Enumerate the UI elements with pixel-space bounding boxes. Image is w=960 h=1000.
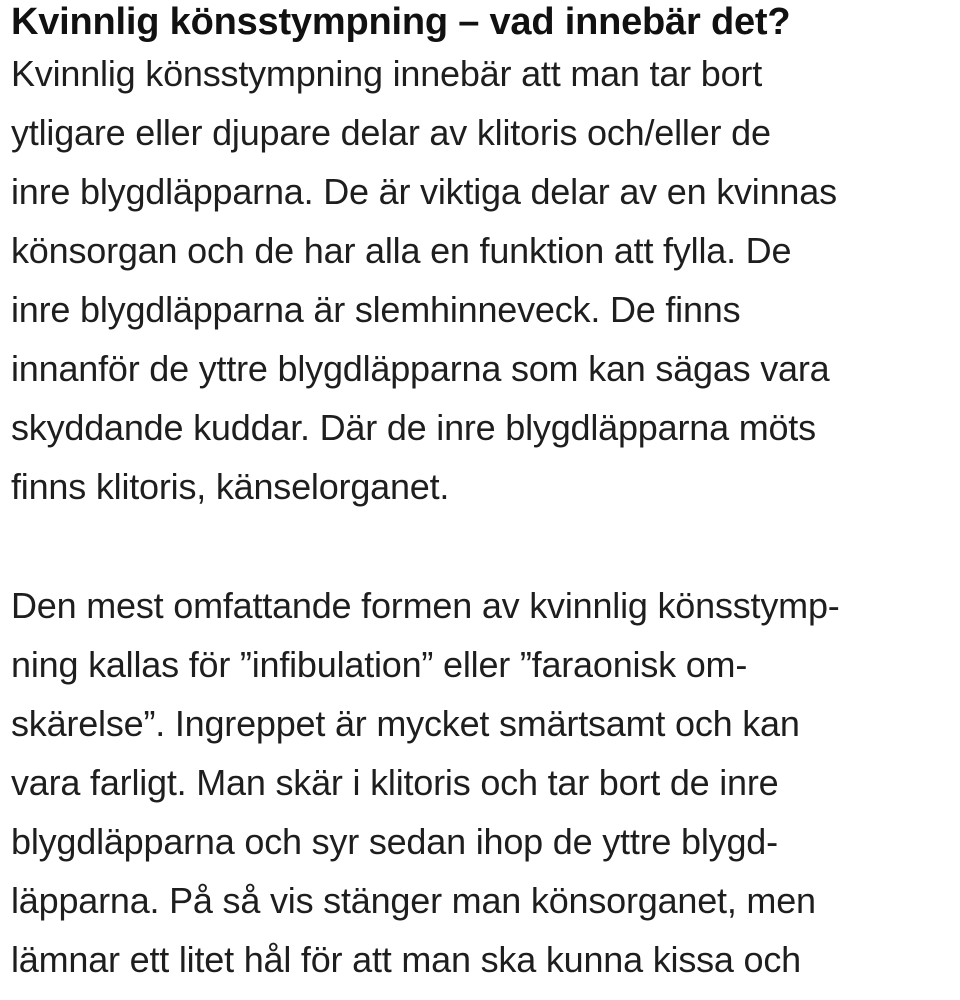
paragraph-2 [11,576,951,989]
paragraph-1-line: innanför de yttre blygdläpparna som kan sägas vara [11,348,830,389]
paragraph-1-line: finns klitoris, känselorganet. [11,466,450,507]
paragraph-1-line: skyddande kuddar. Där de inre blygdläpparna möts [11,407,816,448]
paragraph-2-line: skärelse”. Ingreppet är mycket smärtsamt och kan [11,703,800,744]
paragraph-1-line: inre blygdläpparna är slemhinneveck. De finns [11,289,741,330]
paragraph-1-line: ytligare eller djupare delar av klitoris och/eller de [11,112,771,153]
paragraph-2-line: vara farligt. Man skär i klitoris och tar bort de inre [11,762,779,803]
paragraph-2-line: ning kallas för ”infibulation” eller ”faraonisk om- [11,644,748,685]
paragraph-1-line: inre blygdläpparna. De är viktiga delar av en kvinnas [11,171,837,212]
paragraph-2-line: lämnar ett litet hål för att man ska kunna kissa och [11,939,801,980]
paragraph-2-line: Den mest omfattande formen av kvinnlig könsstymp- [11,585,840,626]
section-heading: Kvinnlig könsstympning – vad innebär det? [11,1,791,43]
paragraph-1-line: könsorgan och de har alla en funktion att fylla. De [11,230,792,271]
paragraph-1-line: Kvinnlig könsstympning innebär att man tar bort [11,53,762,94]
paragraph-2-line: blygdläpparna och syr sedan ihop de yttre blygd- [11,821,778,862]
document-page [11,0,951,989]
paragraph-1 [11,44,951,516]
paragraph-2-line: läpparna. På så vis stänger man könsorganet, men [11,880,816,921]
